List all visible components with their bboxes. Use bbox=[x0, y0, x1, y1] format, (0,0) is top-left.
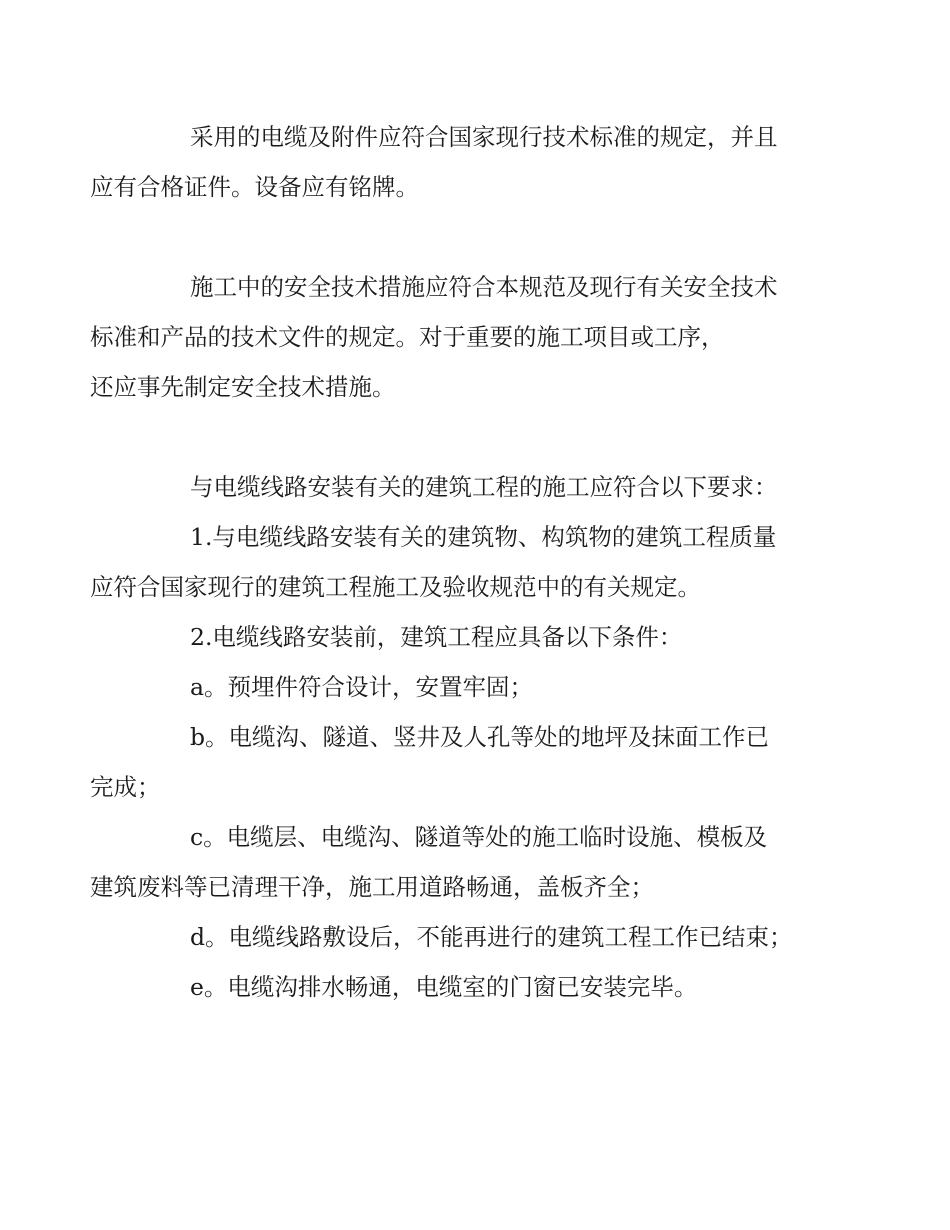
text-line: 1.与电缆线路安装有关的建筑物、构筑物的建筑工程质量 bbox=[190, 523, 777, 551]
paragraph-spacer bbox=[140, 212, 830, 262]
text-line: 2.电缆线路安装前，建筑工程应具备以下条件： bbox=[190, 623, 683, 651]
text-line: 还应事先制定安全技术措施。 bbox=[90, 373, 396, 401]
text-line: 应有合格证件。设备应有铭牌。 bbox=[90, 173, 419, 201]
paragraph-item-b bbox=[90, 712, 830, 812]
text-line: e。电缆沟排水畅通，电缆室的门窗已安装完毕。 bbox=[190, 973, 698, 1001]
paragraph-item-2 bbox=[140, 612, 830, 662]
paragraph-item-c bbox=[90, 812, 830, 912]
text-line: 完成； bbox=[90, 773, 161, 801]
paragraph-cable-standards bbox=[90, 112, 830, 212]
text-line: a。预埋件符合设计，安置牢固； bbox=[190, 673, 534, 701]
text-line: b。电缆沟、隧道、竖井及人孔等处的地坪及抹面工作已 bbox=[190, 723, 770, 751]
text-line: 与电缆线路安装有关的建筑工程的施工应符合以下要求： bbox=[190, 473, 778, 501]
text-line: d。电缆线路敷设后，不能再进行的建筑工程工作已结束； bbox=[190, 923, 793, 951]
paragraph-item-e bbox=[140, 962, 830, 1012]
text-line: 建筑废料等已清理干净，施工用道路畅通，盖板齐全； bbox=[90, 873, 654, 901]
paragraph-item-a bbox=[140, 662, 830, 712]
paragraph-safety-measures bbox=[90, 262, 830, 412]
paragraph-construction-requirements bbox=[140, 462, 830, 512]
paragraph-spacer bbox=[140, 412, 830, 462]
text-line: 标准和产品的技术文件的规定。对于重要的施工项目或工序， bbox=[90, 323, 725, 351]
text-line: 施工中的安全技术措施应符合本规范及现行有关安全技术 bbox=[190, 273, 778, 301]
text-line: 采用的电缆及附件应符合国家现行技术标准的规定，并且 bbox=[190, 123, 778, 151]
paragraph-item-d bbox=[140, 912, 830, 962]
paragraph-item-1 bbox=[90, 512, 830, 612]
text-line: c。电缆层、电缆沟、隧道等处的施工临时设施、模板及 bbox=[190, 823, 768, 851]
document-body bbox=[90, 112, 830, 1012]
text-line: 应符合国家现行的建筑工程施工及验收规范中的有关规定。 bbox=[90, 573, 701, 601]
